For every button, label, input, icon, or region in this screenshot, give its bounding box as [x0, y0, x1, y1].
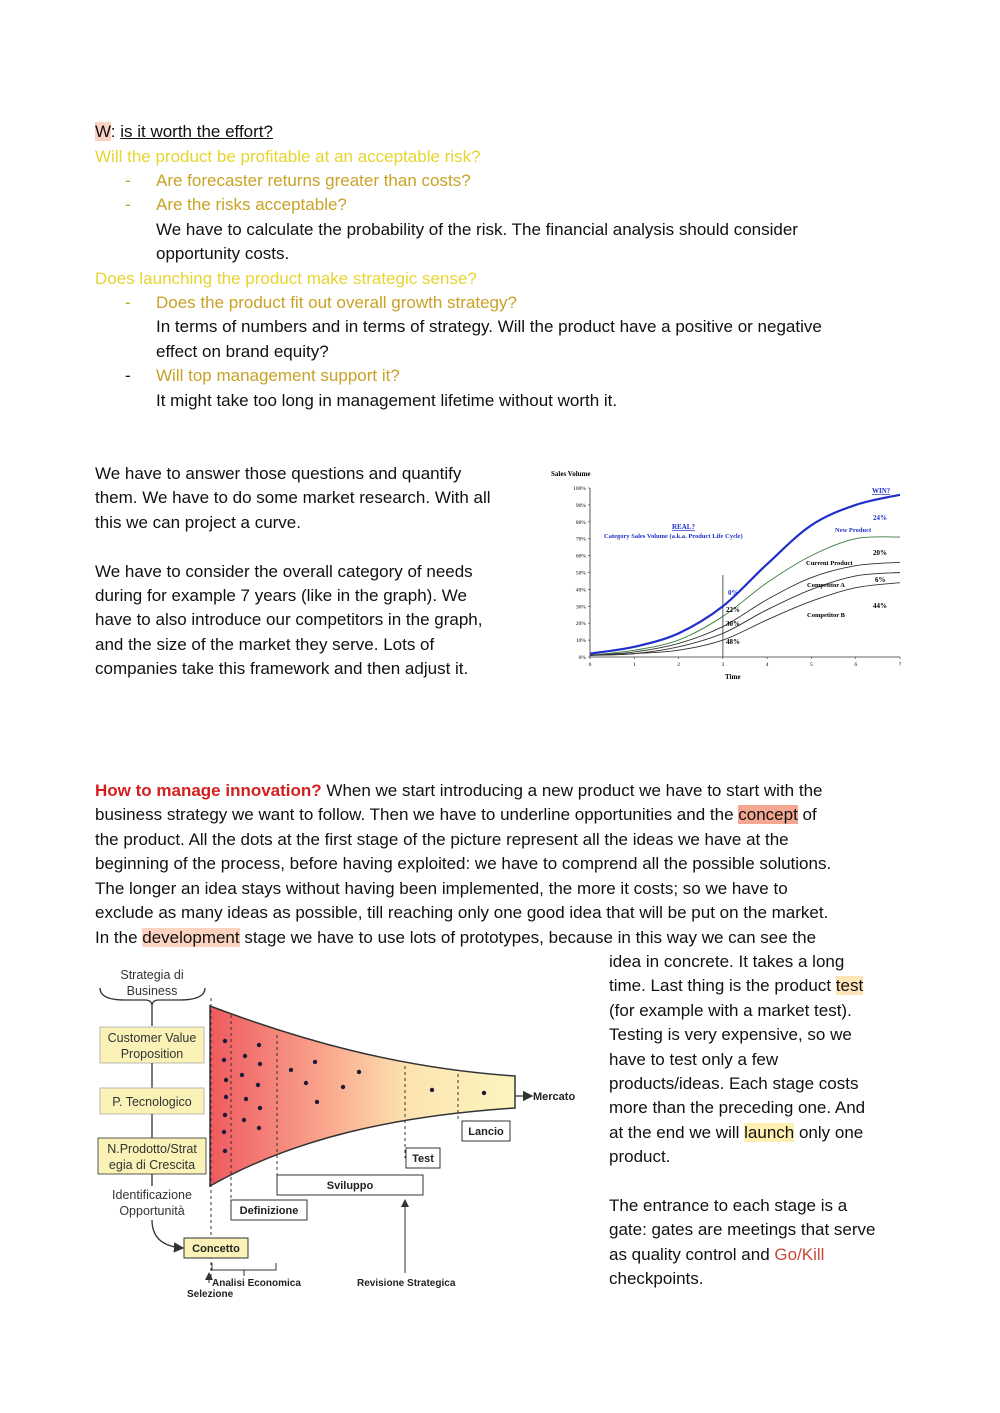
innovation-l2-a: business strategy we want to follow. Then we have to underline opportunities and the: [95, 805, 739, 824]
strategia-label-2: Business: [126, 984, 178, 998]
y-tick-label: 90%: [575, 502, 586, 509]
x-tick-label: 3: [721, 662, 725, 668]
pct-20-label: 20%: [873, 549, 887, 557]
curve-p2-line-2: during for example 7 years (like in the graph). We: [95, 586, 467, 605]
idea-dot: [482, 1091, 486, 1095]
gate-line-3: [609, 1243, 824, 1267]
curve-p2-line-1: We have to consider the overall category of needs: [95, 562, 473, 581]
right-line-5: have to test only a few: [609, 1050, 779, 1069]
chart-ylabel: Sales Volume: [551, 470, 591, 478]
definizione-label: Definizione: [239, 1205, 299, 1217]
idea-dot: [304, 1081, 308, 1085]
idea-dot: [224, 1095, 228, 1099]
y-tick-label: 80%: [575, 519, 586, 526]
y-axis-ticks: [573, 486, 590, 661]
competitor-b-label: Competitor B: [807, 612, 845, 619]
selezione-label: Selezione: [187, 1289, 234, 1300]
idea-dot: [430, 1088, 434, 1092]
idea-dot: [222, 1058, 226, 1062]
answer-2a-line-2: effect on brand equity?: [156, 342, 329, 361]
y-tick-label: 70%: [575, 536, 586, 543]
innovation-line-6: exclude as many ideas as possible, till reaching only one good idea that will be put on the market.: [95, 903, 829, 922]
innovation-line-7: [95, 926, 816, 950]
right-line-8: [609, 1121, 863, 1145]
y-tick-label: 50%: [575, 570, 586, 577]
innovation-l7-a: In the: [95, 928, 143, 947]
x-tick-label: 4: [765, 662, 769, 668]
nprodotto-label-1: N.Prodotto/Strat: [107, 1142, 197, 1156]
idea-dot: [244, 1097, 248, 1101]
answer-2b: It might take too long in management lifetime without worth it.: [156, 391, 618, 410]
gate-line-4: checkpoints.: [609, 1269, 704, 1288]
concetto-label: Concetto: [192, 1243, 240, 1255]
curve-p1-line-2: them. We have to do some market research. With all: [95, 488, 491, 507]
strategia-label-1: Strategia di: [120, 968, 184, 982]
innovation-l1-rest: When we start introducing a new product we have to start with the: [321, 781, 823, 800]
curve-p2-line-5: companies take this framework and then adjust it.: [95, 659, 469, 678]
y-tick-label: 30%: [575, 604, 586, 611]
chart-xlabel: Time: [725, 673, 741, 680]
tecnologico-label: P. Tecnologico: [112, 1095, 192, 1109]
pct-0-label: 0%: [728, 589, 739, 597]
test-highlight: test: [835, 976, 864, 995]
y-tick-label: 0%: [578, 655, 586, 661]
idea-dot: [357, 1070, 361, 1074]
innovation-line-1: [95, 779, 822, 803]
x-axis-ticks: [589, 657, 902, 668]
innovation-line-5: The longer an idea stays without having been implemented, the more it costs; so we have to: [95, 879, 788, 898]
question-1b: Are the risks acceptable?: [156, 195, 347, 214]
idea-dot: [224, 1078, 228, 1082]
idea-dot: [289, 1068, 293, 1072]
lancio-label: Lancio: [468, 1126, 504, 1138]
idea-dot: [223, 1149, 227, 1153]
idea-dot: [256, 1083, 260, 1087]
current-product-label: Current Product: [806, 560, 853, 567]
question-1: Will the product be profitable at an acceptable risk?: [95, 147, 481, 166]
pct-30-label: 30%: [726, 620, 740, 628]
right-line-1: idea in concrete. It takes a long: [609, 952, 845, 971]
right-l8-a: at the end we will: [609, 1123, 745, 1142]
w-heading: [95, 120, 273, 144]
idea-dot: [243, 1054, 247, 1058]
idea-dot: [222, 1130, 226, 1134]
identificazione-label-2: Opportunità: [119, 1204, 185, 1218]
dash-1: -: [125, 171, 131, 190]
right-line-9: product.: [609, 1147, 671, 1166]
answer-2a-line-1: In terms of numbers and in terms of strategy. Will the product have a positive or negative: [156, 317, 822, 336]
x-tick-label: 6: [854, 662, 858, 668]
innovation-l2-b: of: [797, 805, 817, 824]
curve-p1-line-3: this we can project a curve.: [95, 513, 301, 532]
idea-dot: [223, 1113, 227, 1117]
curve-p2-line-3: have to also introduce our competitors in the graph,: [95, 610, 483, 629]
y-tick-label: 40%: [575, 587, 586, 594]
go-kill-text: Go/Kill: [774, 1245, 825, 1264]
answer-1b-line-2: opportunity costs.: [156, 244, 290, 263]
innovation-line-2: [95, 803, 817, 827]
chart-series: [590, 495, 900, 656]
x-tick-label: 7: [898, 662, 902, 668]
nprodotto-label-2: egia di Crescita: [108, 1158, 196, 1172]
idea-dot: [313, 1060, 317, 1064]
innovation-l7-b: stage we have to use lots of prototypes, because in this way we can see the: [239, 928, 817, 947]
x-tick-label: 1: [632, 662, 636, 668]
y-tick-label: 100%: [573, 486, 586, 492]
right-line-7: more than the preceding one. And: [609, 1098, 866, 1117]
idea-dot: [315, 1100, 319, 1104]
identificazione-label-1: Identificazione: [112, 1188, 192, 1202]
question-1a: Are forecaster returns greater than costs?: [156, 171, 471, 190]
curve-p1-line-1: We have to answer those questions and quantify: [95, 464, 462, 483]
innovation-line-4: beginning of the process, before having exploited: we have to comprend all the possible solutions.: [95, 854, 832, 873]
curved-arrow: [152, 1220, 183, 1248]
right-line-6: products/ideas. Each stage costs: [609, 1074, 859, 1093]
gate-line-2: gate: gates are meetings that serve: [609, 1220, 876, 1239]
question-2a: Does the product fit out overall growth strategy?: [156, 293, 517, 312]
idea-dot: [258, 1106, 262, 1110]
gate-line-1: The entrance to each stage is a: [609, 1196, 848, 1215]
right-l2-a: time. Last thing is the product: [609, 976, 836, 995]
idea-dot: [242, 1118, 246, 1122]
product-life-cycle-chart: [545, 465, 910, 680]
pct-6-label: 6%: [875, 576, 886, 584]
customer-label-2: Proposition: [120, 1047, 184, 1061]
innovation-line-3: the product. All the dots at the first stage of the picture represent all the ideas we have at the: [95, 830, 789, 849]
x-tick-label: 5: [810, 662, 813, 668]
test-label: Test: [412, 1153, 434, 1165]
funnel-shape: [210, 1006, 515, 1186]
series-line-2: [590, 537, 900, 656]
dash-2: -: [125, 195, 131, 214]
series-line-5: [590, 583, 900, 656]
win-label: WIN?: [872, 487, 891, 495]
w-colon: :: [110, 122, 116, 141]
y-tick-label: 60%: [575, 553, 586, 560]
idea-dot: [223, 1039, 227, 1043]
competitor-a-label: Competitor A: [807, 582, 845, 589]
w-letter: W: [95, 122, 111, 141]
dash-3: -: [125, 293, 131, 312]
mercato-label: Mercato: [533, 1091, 576, 1103]
w-title: is it worth the effort?: [120, 122, 273, 141]
idea-dot: [240, 1073, 244, 1077]
idea-dot: [257, 1043, 261, 1047]
innovation-funnel-diagram: [95, 958, 590, 1303]
concept-highlight: concept: [738, 805, 798, 824]
launch-highlight: launch: [744, 1123, 795, 1142]
gate-l3-a: as quality control and: [609, 1245, 775, 1264]
pct-22-label: 22%: [726, 606, 740, 614]
idea-dot: [257, 1126, 261, 1130]
series-line-1: [590, 495, 900, 654]
pct-44-label: 44%: [873, 602, 887, 610]
category-label: Category Sales Volume (a.k.a. Product Life Cycle): [604, 533, 743, 540]
real-label: REAL?: [672, 523, 695, 531]
idea-dot: [341, 1085, 345, 1089]
right-line-4: Testing is very expensive, so we: [609, 1025, 852, 1044]
development-highlight: development: [142, 928, 240, 947]
idea-dot: [258, 1062, 262, 1066]
question-2: Does launching the product make strategic sense?: [95, 269, 477, 288]
sviluppo-label: Sviluppo: [326, 1180, 374, 1192]
pct-48-label: 48%: [726, 638, 740, 646]
analisi-label: Analisi Economica: [212, 1278, 301, 1289]
y-tick-label: 20%: [575, 621, 586, 628]
curve-p2-line-4: and the size of the market they serve. Lots of: [95, 635, 435, 654]
customer-label-1: Customer Value: [107, 1031, 197, 1045]
pct-24-label: 24%: [873, 514, 887, 522]
question-2b: Will top management support it?: [156, 366, 400, 385]
right-l8-b: only one: [794, 1123, 864, 1142]
x-tick-label: 0: [588, 662, 592, 668]
answer-1b-line-1: We have to calculate the probability of the risk. The financial analysis should consider: [156, 220, 798, 239]
right-line-3: (for example with a market test).: [609, 1001, 852, 1020]
y-tick-label: 10%: [575, 638, 586, 645]
revisione-label: Revisione Strategica: [357, 1278, 456, 1289]
right-line-2: [609, 974, 863, 998]
x-tick-label: 2: [677, 662, 680, 668]
dash-4: -: [125, 366, 131, 385]
innovation-heading: How to manage innovation?: [95, 781, 322, 800]
new-product-label: New Product: [835, 527, 872, 534]
analisi-brace: [212, 1263, 276, 1276]
